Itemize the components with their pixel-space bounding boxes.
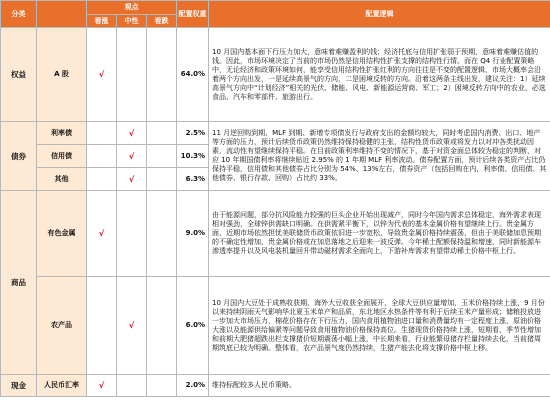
asset-name: A 股 <box>37 28 87 122</box>
row-cny <box>1 375 550 397</box>
header-bearish: 看跌 <box>147 15 177 28</box>
group-commodity: 商品 <box>1 191 37 375</box>
header-view: 观点 <box>87 1 177 15</box>
asset-name: 有色金属 <box>37 191 87 277</box>
weight-value: 10.3% <box>177 145 209 168</box>
asset-name: 农产品 <box>37 277 87 375</box>
row-agri <box>1 277 550 375</box>
asset-name: 其他 <box>37 168 87 191</box>
logic-text: 10 月国内大豆处于成熟收获期，海外大豆收获全面展开，全球大豆供应量增加，玉米价格持续上涨，9 月份以来持续阴雨天气影响华北夏玉米单产和品质，东北地区水热条件等有利于后续玉米产量形成；储粮投放进一步加大市场压力，棉花价格存在下行压力，国内食用植物油进口量和消费量均有一定程度上涨，原油价格大涨以及能源供给偏紧等问题导致食用植物油价格保持高位。生猪现货价格持续上涨，短期看，季节性增加和前期大肥猪超跌出栏支撑猪价短期震荡小幅上涨，中长期来看，行业能繁母猪存栏量持续去化，当前猪周期筑底已较为明确。整体看，农产品景气度仍然持续，生猪产能去化将支撑价格中枢上移。 <box>209 277 550 375</box>
weight-value: 6.0% <box>177 277 209 375</box>
header-category: 分类 <box>1 1 37 28</box>
header-weight: 配置权重 <box>177 1 209 28</box>
row-rate-bond <box>1 122 550 145</box>
group-bond: 债券 <box>1 122 37 191</box>
header-neutral: 中性 <box>117 15 147 28</box>
view-bullish-mark: √ <box>87 375 117 397</box>
group-equity: 权益 <box>1 28 37 122</box>
weight-value: 9.0% <box>177 191 209 277</box>
row-nonferrous <box>1 191 550 277</box>
view-neutral-mark: √ <box>117 168 147 191</box>
view-neutral-mark: √ <box>117 122 147 145</box>
header-bullish: 看涨 <box>87 15 117 28</box>
logic-text: 10 月国内基本面下行压力加大，意味着难赚盈利的钱；经济托底与信用扩张弱于预期，意味着难赚估值的钱。因此，市场环境决定了当前的市场仍然是信用结构性扩张支撑的结构性行情。而在 Q4 行业配置策略中，无论经济和政策环境如何，能享受信用结构性扩张红利的方向往往是不变的配置逻辑，市场大概率会沿着两个方向出发，一是延续高景气的方向，二是困境反转的方向。沿着这两条主线出发，建议关注：1）延续高景气方向中“计划经济”相关的光伏、储能、风电、新能源运营商、军工；2）困境反转方向中的农业、必选食品、汽车和零部件、旅游出行。 <box>209 28 550 122</box>
header-logic: 配置逻辑 <box>209 1 550 28</box>
asset-name: 利率债 <box>37 122 87 145</box>
view-neutral-mark: √ <box>117 145 147 168</box>
weight-value: 6.3% <box>177 168 209 191</box>
asset-name: 信用债 <box>37 145 87 168</box>
view-bullish-mark: √ <box>87 28 117 122</box>
view-neutral-mark: √ <box>117 277 147 375</box>
asset-name: 人民币汇率 <box>37 375 87 397</box>
logic-text: 11 月逆回购到期，MLF 到期、新增专项债发行与政府支出的金额均较大，同时考虑国内消费、出口、地产等方面的压力，预计后续货币政策仍然维持保持稳健的主张，结构性货币政策或将发力以对冲各类扰动因素，流动性有望继续保持平稳。在目前政策利率维持不变的情况下，基于对资金面总体较为稳定的判断，对应 10 年期国债利率将继续贴近 2.95% 的 1 年期 MLF 利率波动。债券配置方面，预计后续各类资产占比仍保持平稳，信用债和其他债券占比分别为 54%、13%左右，债券资产（包括回购在内，利率债、信用债、其他债券、银行存款、回购）占比约 33%。 <box>209 122 550 191</box>
view-bullish-mark: √ <box>87 191 117 277</box>
group-cash: 现金 <box>1 375 37 397</box>
weight-value: 2.0% <box>177 375 209 397</box>
logic-text: 维持标配较多人民币策略。 <box>209 375 550 397</box>
row-a-share <box>1 28 550 122</box>
header-asset <box>37 1 87 28</box>
weight-value: 64.0% <box>177 28 209 122</box>
logic-text: 由于能源问题，部分抗风险能力较强的巨头企业开始出现减产，同时今年国内需求总体稳定，海外需求表现相对强劲，全球锌供需缺口明确。在供需紧平衡下，以锌为代表的基本金属价格有望继续上行。贵金属方面，近期市场依然担忧美联储货币政策依旧进一步宽松，导致贵金属价格持续震荡，但由于美联储加息预期的不确定性增加，贵金属价格或在加息落地之后迎来一波反弹。今年稀土配额保持温和增速，同时新能源车渗透率提升以及风电装机量回升带动磁材需求全面向上，下游补库需求有望带动稀土价格中枢上行。 <box>209 191 550 277</box>
weight-value: 2.5% <box>177 122 209 145</box>
